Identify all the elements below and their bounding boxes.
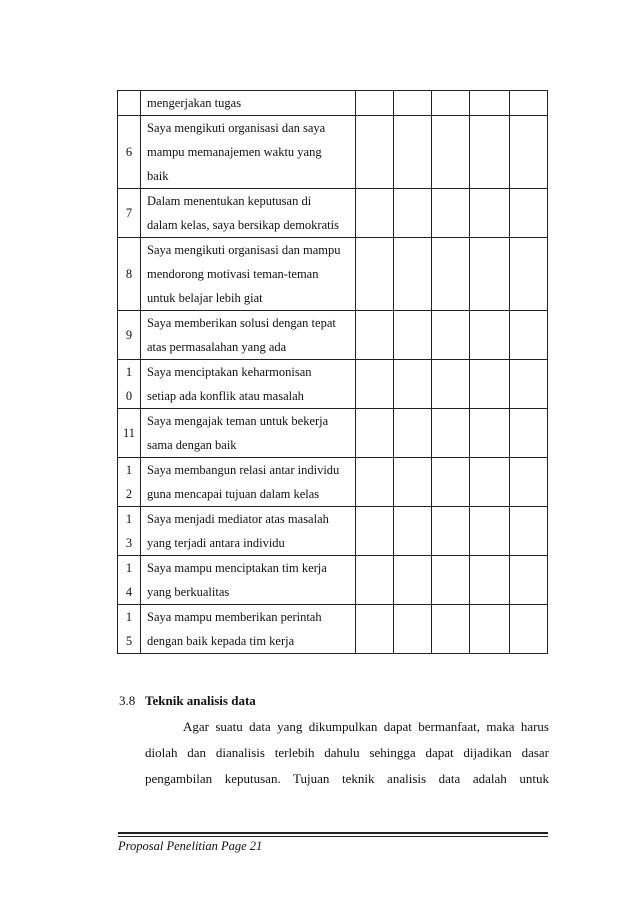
answer-cell [470,360,510,409]
table-row [118,556,548,605]
answer-cell [470,409,510,458]
answer-cell [356,311,394,360]
paragraph-line: Agar suatu data yang dikumpulkan dapat bermanfaat, maka harus [183,719,549,734]
paragraph-line: pengambilan keputusan. Tujuan teknik analisis data adalah untuk [145,771,549,786]
row-number: 8 [125,267,133,281]
section-number: 3.8 [119,693,136,708]
answer-cell [432,360,470,409]
statement-cell [141,116,356,189]
table-row [118,189,548,238]
statement-cell [141,605,356,654]
answer-cell [356,556,394,605]
statement-line: setiap ada konflik atau masalah [147,389,304,403]
statement-cell [141,507,356,556]
answer-cell [470,556,510,605]
answer-cell [356,91,394,116]
row-number-cell [118,556,141,605]
statement-line: Dalam menentukan keputusan di [147,194,312,208]
answer-cell [510,360,548,409]
row-number: 1 [125,365,133,379]
row-number: 1 [125,463,133,477]
row-number: 6 [125,145,133,159]
answer-cell [356,238,394,311]
answer-cell [432,556,470,605]
statement-cell [141,311,356,360]
row-number-cell [118,116,141,189]
table-row [118,605,548,654]
answer-cell [356,507,394,556]
answer-cell [432,409,470,458]
answer-cell [510,458,548,507]
questionnaire-table [117,90,548,654]
table-row [118,360,548,409]
table-row [118,91,548,116]
statement-line: sama dengan baik [147,438,237,452]
answer-cell [510,238,548,311]
answer-cell [510,507,548,556]
paragraph-line: diolah dan dianalisis terlebih dahulu sehingga dapat dijadikan dasar [145,745,549,760]
statement-line: mampu memanajemen waktu yang [147,145,322,159]
answer-cell [432,605,470,654]
statement-line: yang terjadi antara individu [147,536,285,550]
answer-cell [356,409,394,458]
answer-cell [356,605,394,654]
row-number: 3 [125,536,133,550]
footer-rule-thin [118,836,548,837]
row-number-cell [118,91,141,116]
statement-cell [141,458,356,507]
row-number-cell [118,507,141,556]
statement-line: dalam kelas, saya bersikap demokratis [147,218,339,232]
answer-cell [510,556,548,605]
row-number: 2 [125,487,133,501]
answer-cell [394,238,432,311]
row-number: 1 [125,610,133,624]
row-number: 11 [122,426,136,440]
table-row [118,507,548,556]
statement-line: mendorong motivasi teman-teman [147,267,319,281]
statement-cell [141,189,356,238]
answer-cell [510,311,548,360]
row-number-cell [118,189,141,238]
answer-cell [510,116,548,189]
statement-line: Saya mengajak teman untuk bekerja [147,414,329,428]
answer-cell [510,605,548,654]
answer-cell [356,189,394,238]
statement-line: untuk belajar lebih giat [147,291,263,305]
statement-cell [141,238,356,311]
answer-cell [510,189,548,238]
answer-cell [510,409,548,458]
answer-cell [432,91,470,116]
table-row [118,409,548,458]
row-number-cell [118,409,141,458]
row-number: 9 [125,328,133,342]
section-paragraph [145,714,549,792]
section-title: Teknik analisis data [145,693,256,708]
row-number: 0 [125,389,133,403]
answer-cell [470,605,510,654]
row-number-cell [118,605,141,654]
row-number-cell [118,238,141,311]
answer-cell [432,507,470,556]
statement-line: yang berkualitas [147,585,230,599]
statement-cell [141,556,356,605]
statement-line: Saya mampu memberikan perintah [147,610,322,624]
statement-line: atas permasalahan yang ada [147,340,287,354]
statement-line: baik [147,169,169,183]
statement-line: Saya membangun relasi antar individu [147,463,340,477]
statement-line: Saya memberikan solusi dengan tepat [147,316,336,330]
statement-cell [141,409,356,458]
row-number: 1 [125,561,133,575]
answer-cell [394,311,432,360]
answer-cell [394,605,432,654]
table-row [118,458,548,507]
answer-cell [394,189,432,238]
row-number: 1 [125,512,133,526]
answer-cell [432,311,470,360]
answer-cell [356,458,394,507]
row-number-cell [118,360,141,409]
table-row [118,311,548,360]
row-number: 5 [125,634,133,648]
section-3-8 [119,688,549,792]
answer-cell [394,360,432,409]
page-footer: Proposal Penelitian Page 21 [118,839,263,853]
answer-cell [432,458,470,507]
row-number-cell [118,311,141,360]
answer-cell [470,91,510,116]
section-heading [119,688,549,714]
answer-cell [470,311,510,360]
answer-cell [394,556,432,605]
statement-line: Saya menciptakan keharmonisan [147,365,312,379]
answer-cell [470,507,510,556]
statement-line: guna mencapai tujuan dalam kelas [147,487,320,501]
answer-cell [394,91,432,116]
answer-cell [432,238,470,311]
answer-cell [394,116,432,189]
answer-cell [394,507,432,556]
statement-line: Saya mampu menciptakan tim kerja [147,561,327,575]
table-row [118,238,548,311]
row-number-cell [118,458,141,507]
statement-line: Saya mengikuti organisasi dan mampu [147,243,341,257]
answer-cell [470,116,510,189]
statement-line: Saya menjadi mediator atas masalah [147,512,329,526]
statement-cell [141,91,356,116]
answer-cell [356,360,394,409]
answer-cell [356,116,394,189]
answer-cell [432,189,470,238]
statement-line: mengerjakan tugas [147,96,242,110]
table-row [118,116,548,189]
answer-cell [394,458,432,507]
row-number: 4 [125,585,133,599]
answer-cell [432,116,470,189]
row-number: 7 [125,206,133,220]
statement-line: dengan baik kepada tim kerja [147,634,295,648]
statement-cell [141,360,356,409]
answer-cell [470,458,510,507]
answer-cell [510,91,548,116]
answer-cell [394,409,432,458]
answer-cell [470,238,510,311]
answer-cell [470,189,510,238]
statement-line: Saya mengikuti organisasi dan saya [147,121,326,135]
footer-rule [118,832,548,834]
